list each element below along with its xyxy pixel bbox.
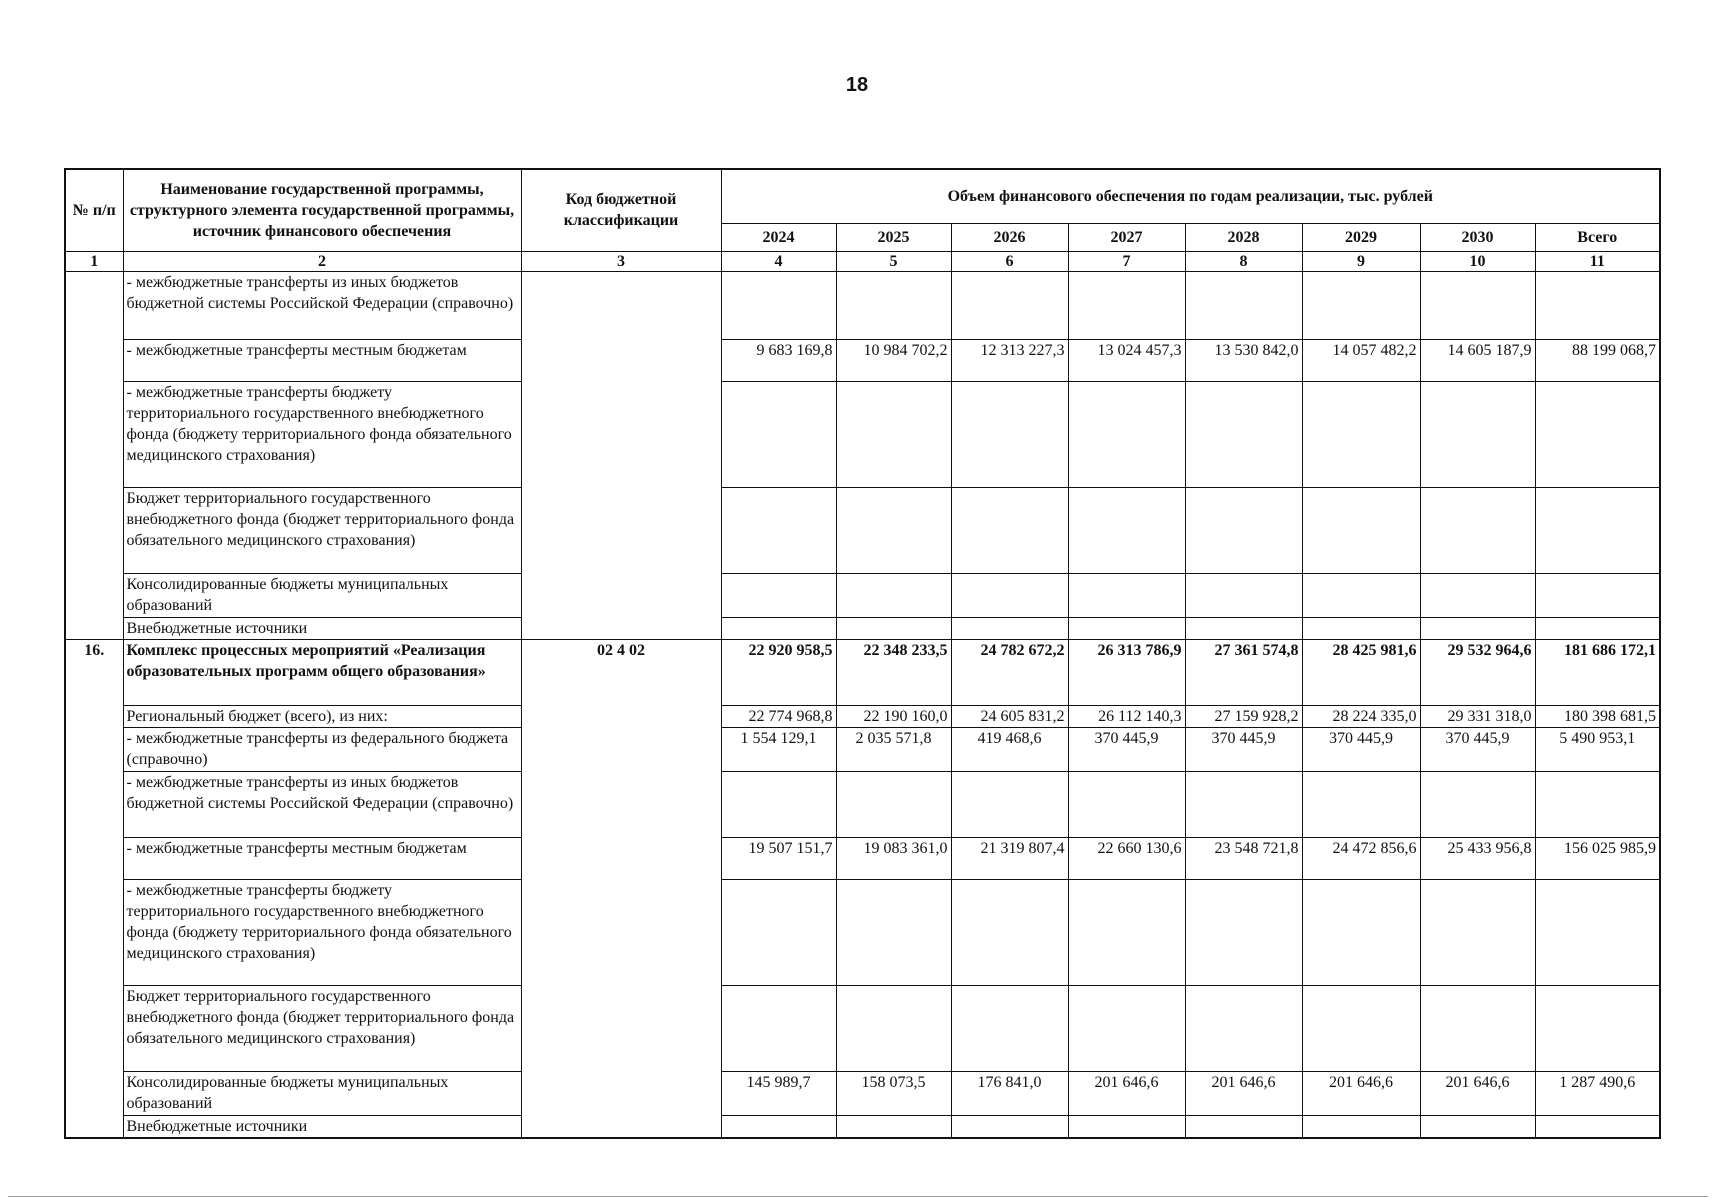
value-cell [1185, 1115, 1302, 1138]
value-cell [721, 771, 836, 837]
value-cell [721, 487, 836, 573]
value-cell: 370 445,9 [1420, 727, 1535, 771]
value-cell [951, 381, 1068, 487]
column-number: 8 [1185, 251, 1302, 271]
header-year: 2027 [1068, 223, 1185, 251]
value-cell [1420, 573, 1535, 617]
row-code: 02 4 02 [521, 639, 721, 1138]
value-cell: 12 313 227,3 [951, 339, 1068, 381]
value-cell [1302, 1115, 1420, 1138]
value-cell [1068, 381, 1185, 487]
header-code: Код бюджетной классификации [521, 169, 721, 251]
value-cell: 370 445,9 [1068, 727, 1185, 771]
header-year: 2026 [951, 223, 1068, 251]
table-row [65, 1115, 1660, 1138]
value-cell: 27 159 928,2 [1185, 705, 1302, 727]
row-name: Консолидированные бюджеты муниципальных образований [123, 573, 521, 617]
value-cell: 201 646,6 [1420, 1071, 1535, 1115]
value-cell: 26 112 140,3 [1068, 705, 1185, 727]
value-cell [1302, 617, 1420, 639]
row-name: Внебюджетные источники [123, 617, 521, 639]
column-number: 3 [521, 251, 721, 271]
value-cell [1068, 573, 1185, 617]
column-number-row [65, 251, 1660, 271]
value-cell [1185, 381, 1302, 487]
value-cell [951, 271, 1068, 339]
row-index: 16. [65, 639, 123, 1138]
header-no: № п/п [65, 169, 123, 251]
value-cell: 158 073,5 [836, 1071, 951, 1115]
value-cell [1068, 771, 1185, 837]
value-cell [1068, 617, 1185, 639]
value-cell: 181 686 172,1 [1535, 639, 1660, 705]
value-cell: 22 190 160,0 [836, 705, 951, 727]
value-cell: 419 468,6 [951, 727, 1068, 771]
value-cell: 24 605 831,2 [951, 705, 1068, 727]
value-cell [1535, 1115, 1660, 1138]
table-row [65, 879, 1660, 985]
value-cell [1420, 381, 1535, 487]
value-cell [1302, 985, 1420, 1071]
value-cell: 156 025 985,9 [1535, 837, 1660, 879]
value-cell: 19 507 151,7 [721, 837, 836, 879]
header-name: Наименование государственной программы, структурного элемента государственной программы, источник финансового обеспечения [123, 169, 521, 251]
value-cell [1302, 487, 1420, 573]
value-cell [721, 573, 836, 617]
value-cell: 1 287 490,6 [1535, 1071, 1660, 1115]
value-cell [951, 573, 1068, 617]
header-year: 2028 [1185, 223, 1302, 251]
table-row [65, 985, 1660, 1071]
value-cell: 201 646,6 [1068, 1071, 1185, 1115]
value-cell [1535, 771, 1660, 837]
value-cell [836, 771, 951, 837]
value-cell [836, 271, 951, 339]
value-cell: 24 472 856,6 [1302, 837, 1420, 879]
value-cell: 26 313 786,9 [1068, 639, 1185, 705]
value-cell [1420, 271, 1535, 339]
financing-table [64, 168, 1661, 1139]
value-cell: 29 331 318,0 [1420, 705, 1535, 727]
row-name: Консолидированные бюджеты муниципальных образований [123, 1071, 521, 1115]
row-name: - межбюджетные трансферты местным бюджетам [123, 837, 521, 879]
value-cell [836, 879, 951, 985]
value-cell [1535, 985, 1660, 1071]
value-cell [1535, 573, 1660, 617]
value-cell [1420, 879, 1535, 985]
value-cell: 25 433 956,8 [1420, 837, 1535, 879]
value-cell [1302, 271, 1420, 339]
value-cell [1185, 573, 1302, 617]
header-year: 2030 [1420, 223, 1535, 251]
value-cell [1068, 487, 1185, 573]
value-cell: 28 224 335,0 [1302, 705, 1420, 727]
column-number: 7 [1068, 251, 1185, 271]
value-cell [1420, 985, 1535, 1071]
value-cell [951, 487, 1068, 573]
column-number: 4 [721, 251, 836, 271]
row-name: - межбюджетные трансферты из федерального бюджета (справочно) [123, 727, 521, 771]
value-cell [721, 271, 836, 339]
row-name: Комплекс процессных мероприятий «Реализация образовательных программ общего образования» [123, 639, 521, 705]
value-cell [1420, 771, 1535, 837]
value-cell: 22 774 968,8 [721, 705, 836, 727]
value-cell [1535, 381, 1660, 487]
row-name: - межбюджетные трансферты из иных бюджетов бюджетной системы Российской Федерации (справочно) [123, 271, 521, 339]
value-cell [721, 879, 836, 985]
header-year: 2025 [836, 223, 951, 251]
row-name: Бюджет территориального государственного внебюджетного фонда (бюджет территориального фонда обязательного медицинского страхования) [123, 487, 521, 573]
row-name: - межбюджетные трансферты бюджету территориального государственного внебюджетного фонда (бюджету территориального фонда обязательного медицинского страхования) [123, 381, 521, 487]
table-row [65, 837, 1660, 879]
value-cell [951, 617, 1068, 639]
table-row [65, 617, 1660, 639]
row-name: Региональный бюджет (всего), из них: [123, 705, 521, 727]
value-cell [1535, 879, 1660, 985]
row-index-cell [65, 271, 123, 639]
value-cell [1420, 617, 1535, 639]
value-cell: 13 024 457,3 [1068, 339, 1185, 381]
table-row [65, 639, 1660, 705]
value-cell: 5 490 953,1 [1535, 727, 1660, 771]
row-name: - межбюджетные трансферты из иных бюджетов бюджетной системы Российской Федерации (справочно) [123, 771, 521, 837]
value-cell: 370 445,9 [1185, 727, 1302, 771]
value-cell [1185, 985, 1302, 1071]
column-number: 1 [65, 251, 123, 271]
value-cell [1068, 879, 1185, 985]
page-bottom-rule [8, 1196, 1708, 1197]
column-number: 9 [1302, 251, 1420, 271]
value-cell: 145 989,7 [721, 1071, 836, 1115]
value-cell [836, 617, 951, 639]
table-row [65, 487, 1660, 573]
row-name: Внебюджетные источники [123, 1115, 521, 1138]
value-cell: 1 554 129,1 [721, 727, 836, 771]
value-cell [1535, 487, 1660, 573]
value-cell [721, 1115, 836, 1138]
value-cell [836, 381, 951, 487]
value-cell [1185, 771, 1302, 837]
table-row [65, 381, 1660, 487]
value-cell [1068, 1115, 1185, 1138]
value-cell: 2 035 571,8 [836, 727, 951, 771]
page-number: 18 [845, 74, 869, 96]
value-cell [1185, 617, 1302, 639]
value-cell [836, 487, 951, 573]
header-total: Всего [1535, 223, 1660, 251]
value-cell [951, 771, 1068, 837]
column-number: 2 [123, 251, 521, 271]
value-cell: 27 361 574,8 [1185, 639, 1302, 705]
value-cell: 10 984 702,2 [836, 339, 951, 381]
value-cell: 14 057 482,2 [1302, 339, 1420, 381]
value-cell: 28 425 981,6 [1302, 639, 1420, 705]
value-cell: 22 920 958,5 [721, 639, 836, 705]
table-row [65, 727, 1660, 771]
value-cell: 29 532 964,6 [1420, 639, 1535, 705]
value-cell [1302, 573, 1420, 617]
table-row [65, 771, 1660, 837]
value-cell: 22 348 233,5 [836, 639, 951, 705]
header-year: 2024 [721, 223, 836, 251]
value-cell [1535, 617, 1660, 639]
table-row [65, 339, 1660, 381]
row-name: - межбюджетные трансферты местным бюджетам [123, 339, 521, 381]
value-cell: 24 782 672,2 [951, 639, 1068, 705]
value-cell: 22 660 130,6 [1068, 837, 1185, 879]
value-cell: 176 841,0 [951, 1071, 1068, 1115]
value-cell [1068, 985, 1185, 1071]
value-cell [1420, 1115, 1535, 1138]
value-cell: 23 548 721,8 [1185, 837, 1302, 879]
table-row [65, 1071, 1660, 1115]
row-code-cell [521, 271, 721, 639]
value-cell [836, 985, 951, 1071]
table-row [65, 573, 1660, 617]
header-row [65, 169, 1660, 223]
row-name: Бюджет территориального государственного внебюджетного фонда (бюджет территориального фонда обязательного медицинского страхования) [123, 985, 521, 1071]
value-cell [1420, 487, 1535, 573]
value-cell [721, 617, 836, 639]
table-row [65, 705, 1660, 727]
value-cell [1535, 271, 1660, 339]
value-cell [1185, 271, 1302, 339]
value-cell: 9 683 169,8 [721, 339, 836, 381]
value-cell: 88 199 068,7 [1535, 339, 1660, 381]
value-cell [721, 381, 836, 487]
column-number: 5 [836, 251, 951, 271]
value-cell [836, 1115, 951, 1138]
value-cell [1185, 879, 1302, 985]
value-cell: 21 319 807,4 [951, 837, 1068, 879]
value-cell: 19 083 361,0 [836, 837, 951, 879]
value-cell: 13 530 842,0 [1185, 339, 1302, 381]
column-number: 10 [1420, 251, 1535, 271]
value-cell [1302, 771, 1420, 837]
value-cell [951, 879, 1068, 985]
value-cell: 201 646,6 [1302, 1071, 1420, 1115]
value-cell: 370 445,9 [1302, 727, 1420, 771]
header-year: 2029 [1302, 223, 1420, 251]
value-cell [951, 1115, 1068, 1138]
value-cell [1302, 381, 1420, 487]
value-cell [951, 985, 1068, 1071]
value-cell: 201 646,6 [1185, 1071, 1302, 1115]
column-number: 6 [951, 251, 1068, 271]
column-number: 11 [1535, 251, 1660, 271]
value-cell [1185, 487, 1302, 573]
row-name: - межбюджетные трансферты бюджету территориального государственного внебюджетного фонда (бюджету территориального фонда обязательного медицинского страхования) [123, 879, 521, 985]
value-cell [836, 573, 951, 617]
value-cell [721, 985, 836, 1071]
value-cell: 14 605 187,9 [1420, 339, 1535, 381]
value-cell [1068, 271, 1185, 339]
value-cell [1302, 879, 1420, 985]
value-cell: 180 398 681,5 [1535, 705, 1660, 727]
header-volume: Объем финансового обеспечения по годам реализации, тыс. рублей [721, 169, 1660, 223]
table-row [65, 271, 1660, 339]
